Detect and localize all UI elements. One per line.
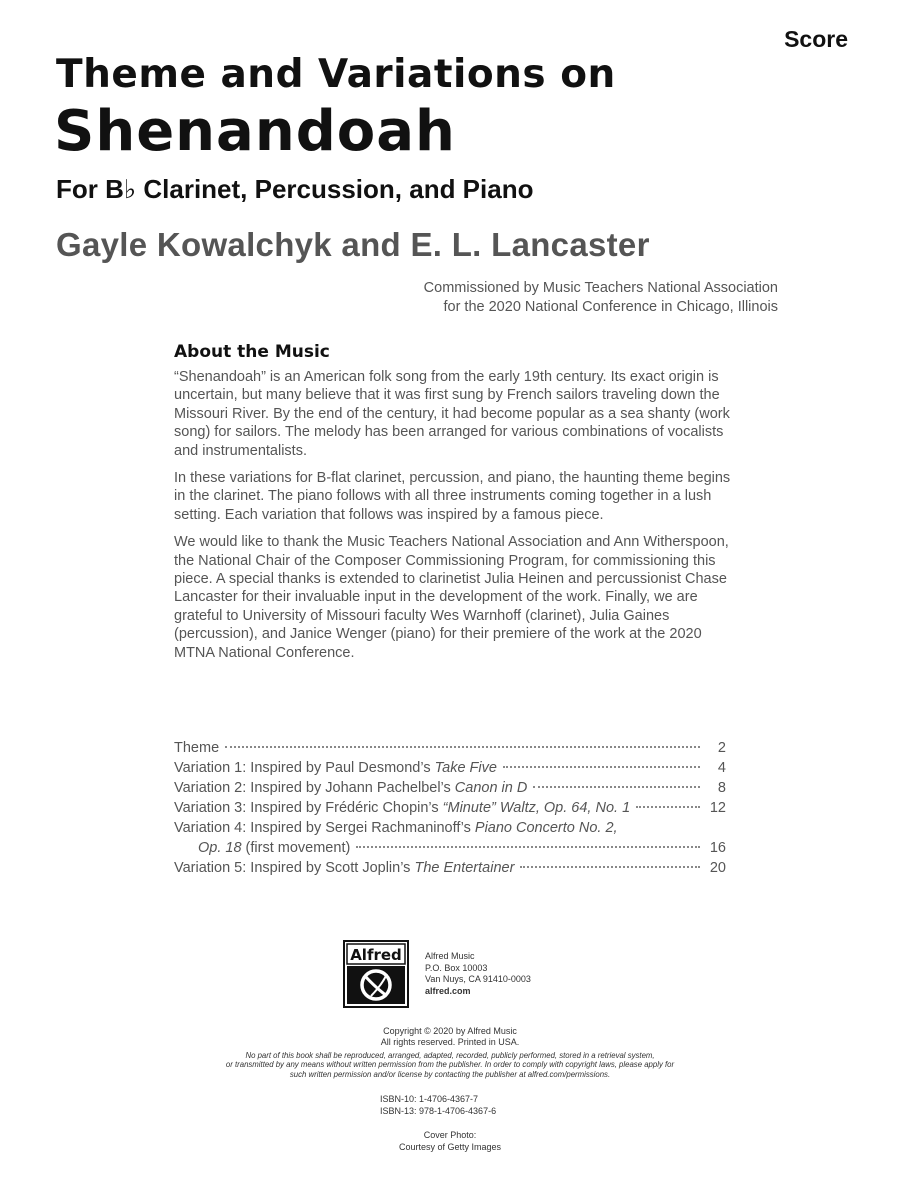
toc-label-prefix: Variation 3: Inspired by Frédéric Chopin’s bbox=[174, 800, 443, 816]
toc-item-variation-1[interactable] bbox=[174, 760, 726, 780]
copyright-line-1: Copyright © 2020 by Alfred Music bbox=[383, 1026, 517, 1036]
toc-work-title: Op. 18 bbox=[198, 840, 242, 856]
isbn-13: ISBN-13: 978-1-4706-4367-6 bbox=[380, 1105, 497, 1116]
cover-photo-line-1: Cover Photo: bbox=[423, 1130, 477, 1140]
toc-work-title: Take Five bbox=[434, 760, 497, 776]
commission-line-1: Commissioned by Music Teachers National Association bbox=[423, 280, 778, 296]
toc-label-prefix: Variation 1: Inspired by Paul Desmond’s bbox=[174, 760, 435, 776]
toc-label-prefix: Variation 2: Inspired by Johann Pachelbel’s bbox=[174, 780, 455, 796]
alfred-logo-icon bbox=[343, 940, 409, 1008]
publisher-name: Alfred Music bbox=[425, 951, 475, 961]
about-paragraph-1: “Shenandoah” is an American folk song from the early 19th century. Its exact origin is uncertain, but many believe that it was first sung by French sailors traveling down the Missouri River. By the end of the century, it had become popular as a sea shanty (work song) for sailors. The melody has been arranged for various combinations of vocalists and instrumentalists. bbox=[174, 369, 730, 459]
copyright-line-2: All rights reserved. Printed in USA. bbox=[380, 1037, 520, 1047]
toc-leader bbox=[503, 766, 700, 768]
toc-page: 12 bbox=[709, 800, 726, 816]
toc-label: Theme bbox=[174, 740, 220, 756]
toc-item-theme[interactable] bbox=[174, 740, 726, 760]
score-label: Score bbox=[784, 26, 848, 52]
toc-leader bbox=[533, 786, 700, 788]
about-paragraph-3: We would like to thank the Music Teachers National Association and Ann Witherspoon, the National Chair of the Composer Commissioning Program, for commissioning this piece. A special thanks is extended to clarinetist Julia Heinen and percussionist Chase Lancaster for their invaluable input in the development of the work. Finally, we are grateful to University of Missouri faculty Wes Warnhoff (clarinet), Julia Gaines (percussion), and Janice Wenger (piano) for their premiere of the work at the 2020 MTNA National Conference. bbox=[174, 534, 729, 661]
toc-label-prefix: Variation 4: Inspired by Sergei Rachmaninoff’s bbox=[174, 820, 475, 836]
toc-work-title: “Minute” Waltz, Op. 64, No. 1 bbox=[442, 800, 631, 816]
legal-notice bbox=[100, 1051, 800, 1079]
toc-page: 20 bbox=[709, 860, 726, 876]
publisher-info bbox=[425, 951, 531, 997]
toc-leader bbox=[520, 866, 700, 868]
toc-label bbox=[174, 860, 514, 876]
cover-photo-credit bbox=[0, 1130, 900, 1153]
toc-item-variation-4-cont[interactable] bbox=[174, 840, 726, 860]
legal-line-1: No part of this book shall be reproduced, arranged, adapted, recorded, publicly performed, stored in a retrieval system, bbox=[245, 1051, 655, 1060]
toc-work-title: Canon in D bbox=[454, 780, 528, 796]
toc-item-variation-4[interactable] bbox=[174, 820, 726, 840]
toc-label bbox=[174, 820, 618, 836]
title-line-1: Theme and Variations on bbox=[56, 52, 616, 97]
toc-label bbox=[174, 760, 497, 776]
legal-line-3: such written permission and/or license by contacting the publisher at alfred.com/permissions. bbox=[289, 1069, 611, 1079]
copyright bbox=[0, 1026, 900, 1048]
about-heading: About the Music bbox=[174, 342, 330, 362]
table-of-contents bbox=[174, 740, 726, 880]
legal-line-2: or transmitted by any means without written permission from the publisher. In order to comply with copyright laws, please apply for bbox=[225, 1060, 675, 1070]
page-title: Shenandoah bbox=[54, 99, 456, 164]
logo-text: Alfred bbox=[350, 946, 402, 964]
subtitle: For B♭ Clarinet, Percussion, and Piano bbox=[56, 174, 534, 204]
toc-label bbox=[198, 840, 350, 856]
toc-page: 16 bbox=[709, 840, 726, 856]
toc-work-title: The Entertainer bbox=[414, 860, 515, 876]
cover-photo-line-2: Courtesy of Getty Images bbox=[398, 1141, 502, 1152]
publisher-city: Van Nuys, CA 91410-0003 bbox=[425, 974, 531, 984]
publisher-url[interactable]: alfred.com bbox=[425, 985, 471, 996]
toc-label bbox=[174, 800, 630, 816]
toc-item-variation-2[interactable] bbox=[174, 780, 726, 800]
toc-label bbox=[174, 780, 527, 796]
toc-page: 2 bbox=[717, 740, 726, 756]
about-section bbox=[174, 342, 734, 671]
composers: Gayle Kowalchyk and E. L. Lancaster bbox=[56, 226, 650, 263]
toc-work-title: Piano Concerto No. 2, bbox=[474, 820, 618, 836]
toc-page: 4 bbox=[717, 760, 726, 776]
toc-leader bbox=[356, 846, 700, 848]
toc-leader bbox=[225, 746, 700, 748]
isbn-10: ISBN-10: 1-4706-4367-7 bbox=[380, 1094, 479, 1104]
publisher-block bbox=[343, 940, 623, 1010]
commission-line-2: for the 2020 National Conference in Chicago, Illinois bbox=[443, 299, 778, 315]
publisher-box: P.O. Box 10003 bbox=[425, 962, 488, 973]
toc-label-prefix: Variation 5: Inspired by Scott Joplin’s bbox=[174, 860, 415, 876]
toc-leader bbox=[636, 806, 700, 808]
isbn-block bbox=[380, 1094, 496, 1117]
toc-item-variation-5[interactable] bbox=[174, 860, 726, 880]
toc-page: 8 bbox=[717, 780, 726, 796]
toc-label-suffix: (first movement) bbox=[241, 840, 351, 856]
commission-note bbox=[424, 279, 778, 317]
toc-item-variation-3[interactable] bbox=[174, 800, 726, 820]
about-paragraph-2: In these variations for B-flat clarinet, percussion, and piano, the haunting theme begins in the clarinet. The piano follows with all three instruments coming together in a lush setting. Each variation that follows was inspired by a famous piece. bbox=[174, 470, 731, 523]
